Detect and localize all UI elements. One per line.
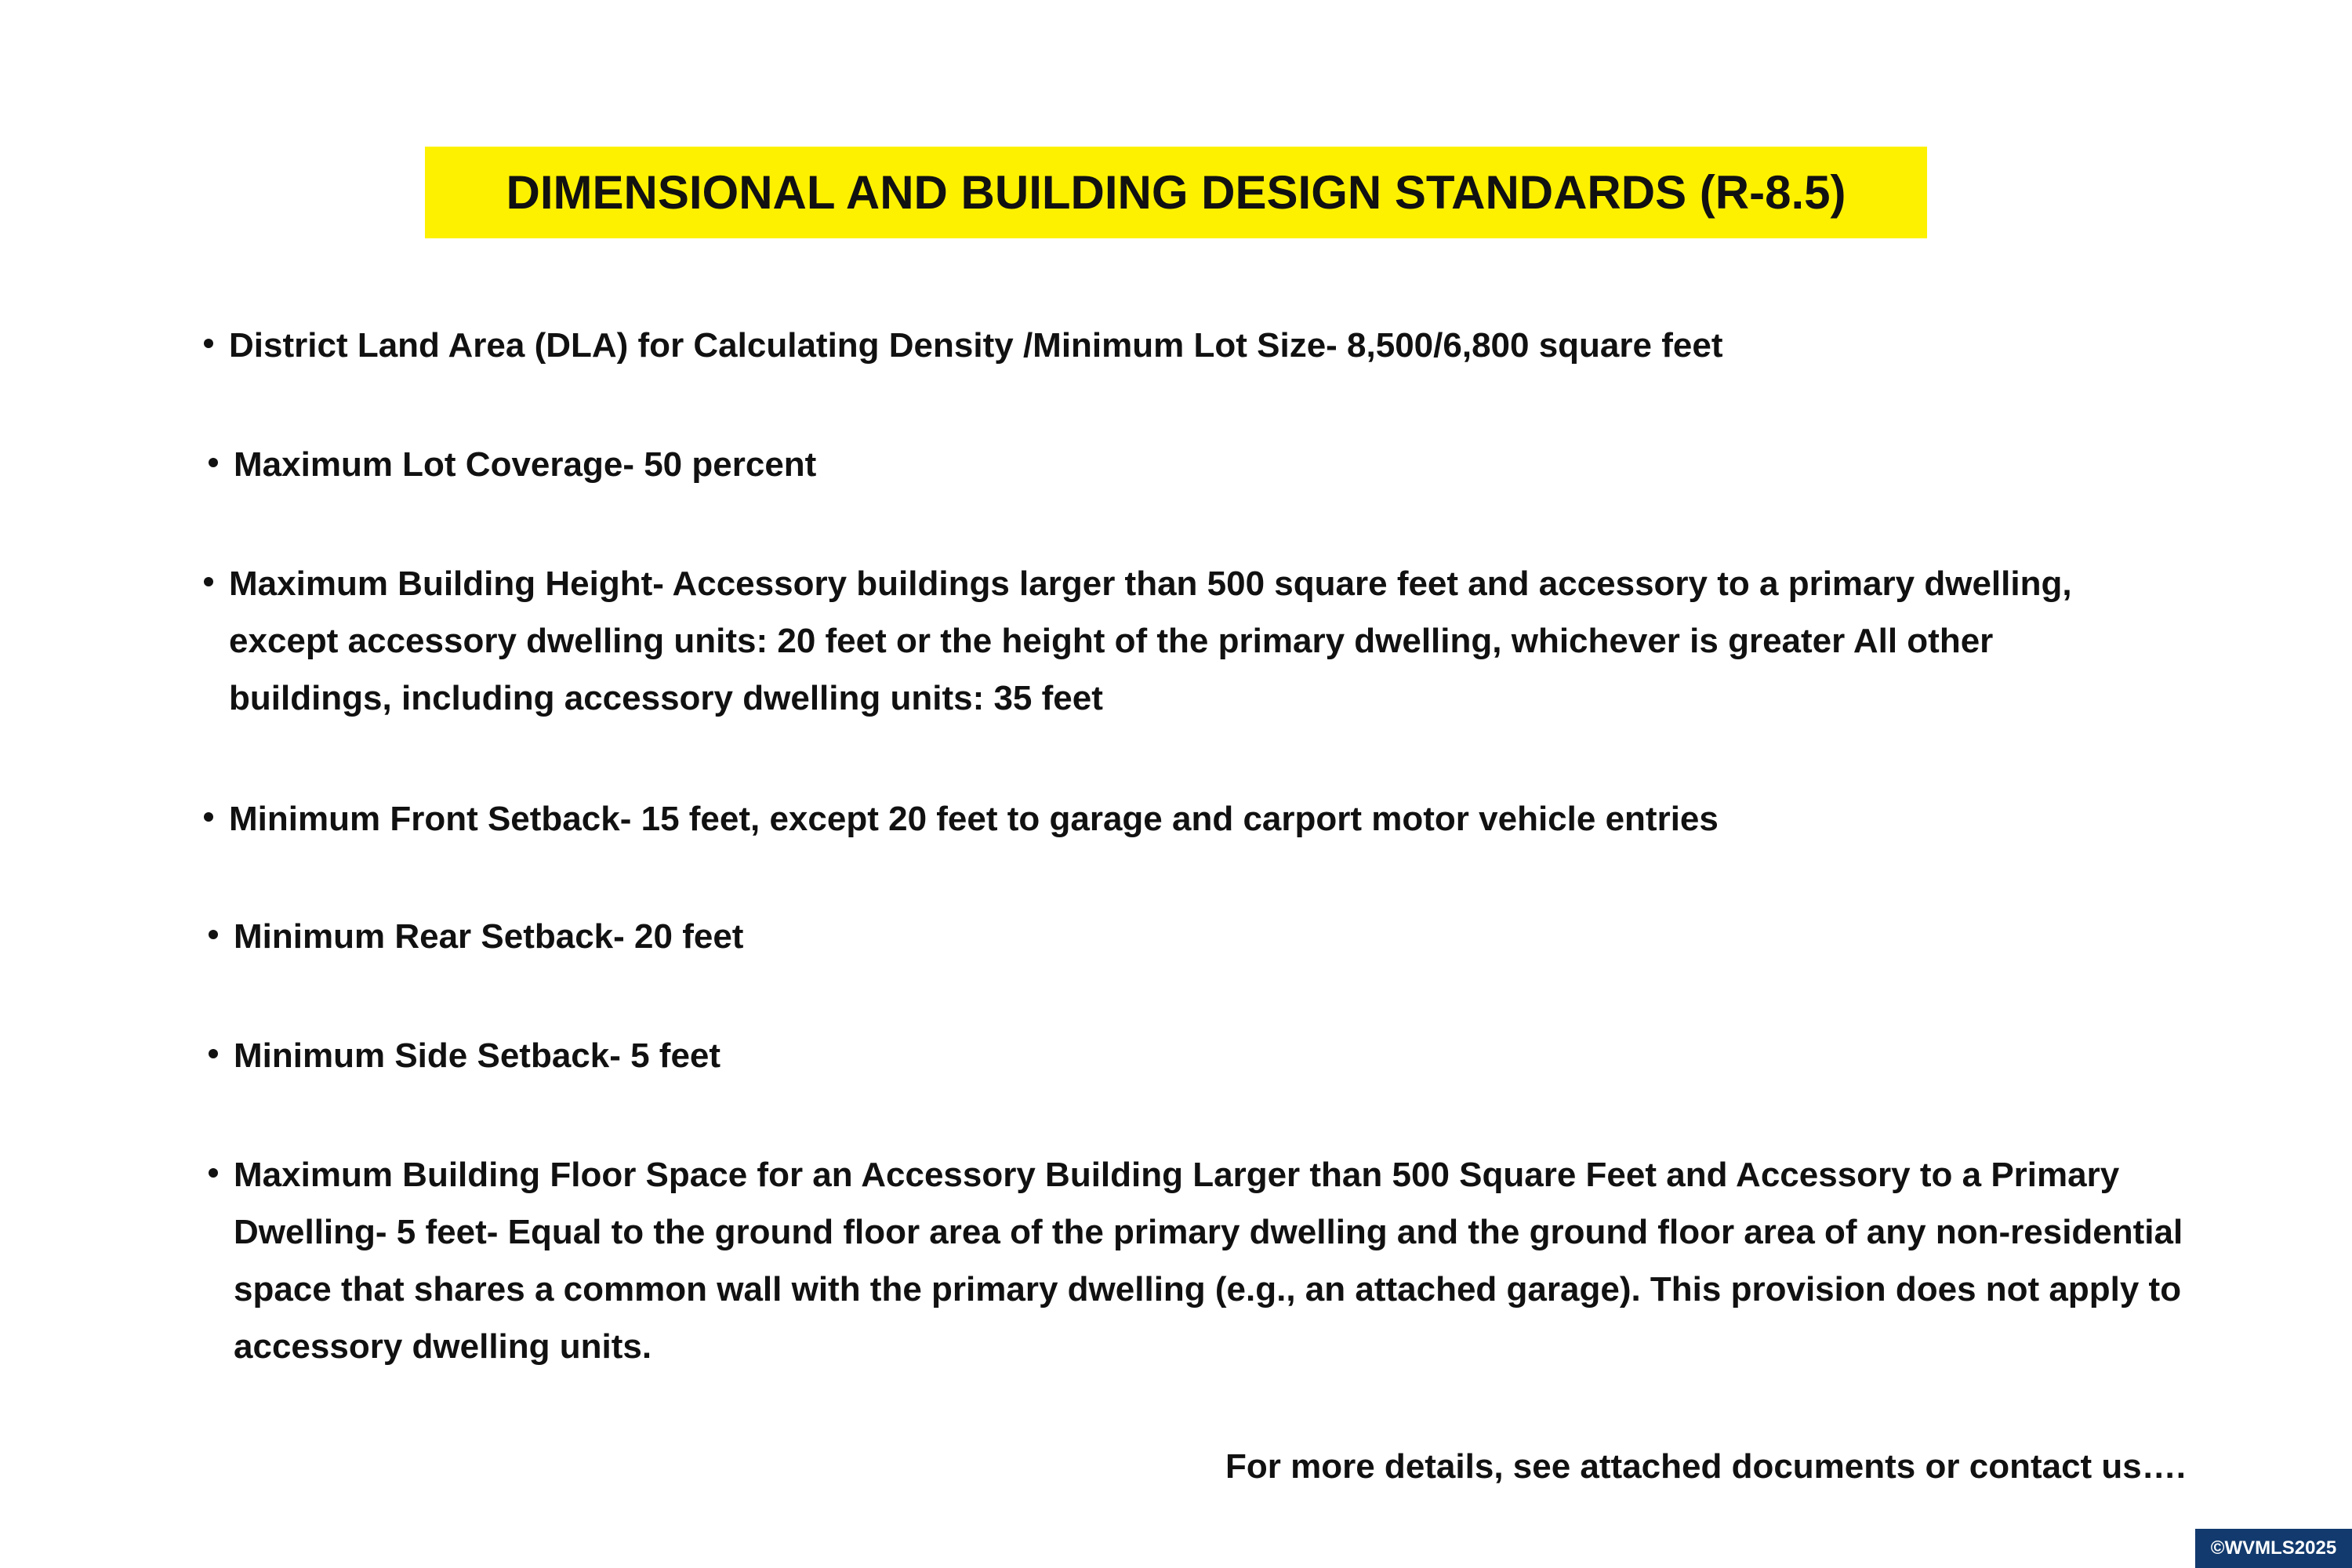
contact-note: For more details, see attached documents or contact us….	[1225, 1447, 2186, 1486]
list-item	[204, 790, 2117, 848]
list-item	[209, 436, 2122, 493]
list-item-text: Maximum Building Height- Accessory buildings larger than 500 square feet and accessory to a primary dwelling, except accessory dwelling units: 20 feet or the height of the primary dwelling, whichever is greater All other buildings, including accessory dwelling units: 35 feet	[229, 564, 2072, 717]
list-item-text: Maximum Lot Coverage- 50 percent	[234, 445, 817, 484]
bullet-icon	[204, 339, 213, 348]
list-item	[204, 555, 2148, 727]
bullet-icon	[209, 1049, 218, 1058]
list-item	[209, 1027, 2122, 1084]
list-item-text: Minimum Rear Setback- 20 feet	[234, 917, 744, 956]
list-item	[209, 1146, 2184, 1375]
page-title: DIMENSIONAL AND BUILDING DESIGN STANDARDS (R-8.5)	[506, 166, 1846, 219]
bullet-icon	[209, 458, 218, 467]
list-item-text: District Land Area (DLA) for Calculating Density /Minimum Lot Size- 8,500/6,800 square feet	[229, 326, 1723, 365]
copyright-badge: ©WVMLS2025	[2195, 1529, 2352, 1568]
list-item	[209, 908, 2122, 965]
bullet-icon	[209, 1168, 218, 1178]
list-item-text: Minimum Front Setback- 15 feet, except 20 feet to garage and carport motor vehicle entries	[229, 800, 1719, 838]
bullet-icon	[204, 812, 213, 822]
title-banner	[425, 147, 1927, 238]
bullet-icon	[204, 577, 213, 586]
list-item-text: Maximum Building Floor Space for an Accessory Building Larger than 500 Square Feet and Accessory to a Primary Dwelling- 5 feet- Equal to the ground floor area of the primary dwelling and the ground floor area of any non-residential space that shares a common wall with the primary dwelling (e.g., an attached garage). This provision does not apply to accessory dwelling units.	[234, 1156, 2183, 1366]
bullet-icon	[209, 930, 218, 939]
list-item	[204, 317, 2117, 374]
list-item-text: Minimum Side Setback- 5 feet	[234, 1036, 721, 1075]
